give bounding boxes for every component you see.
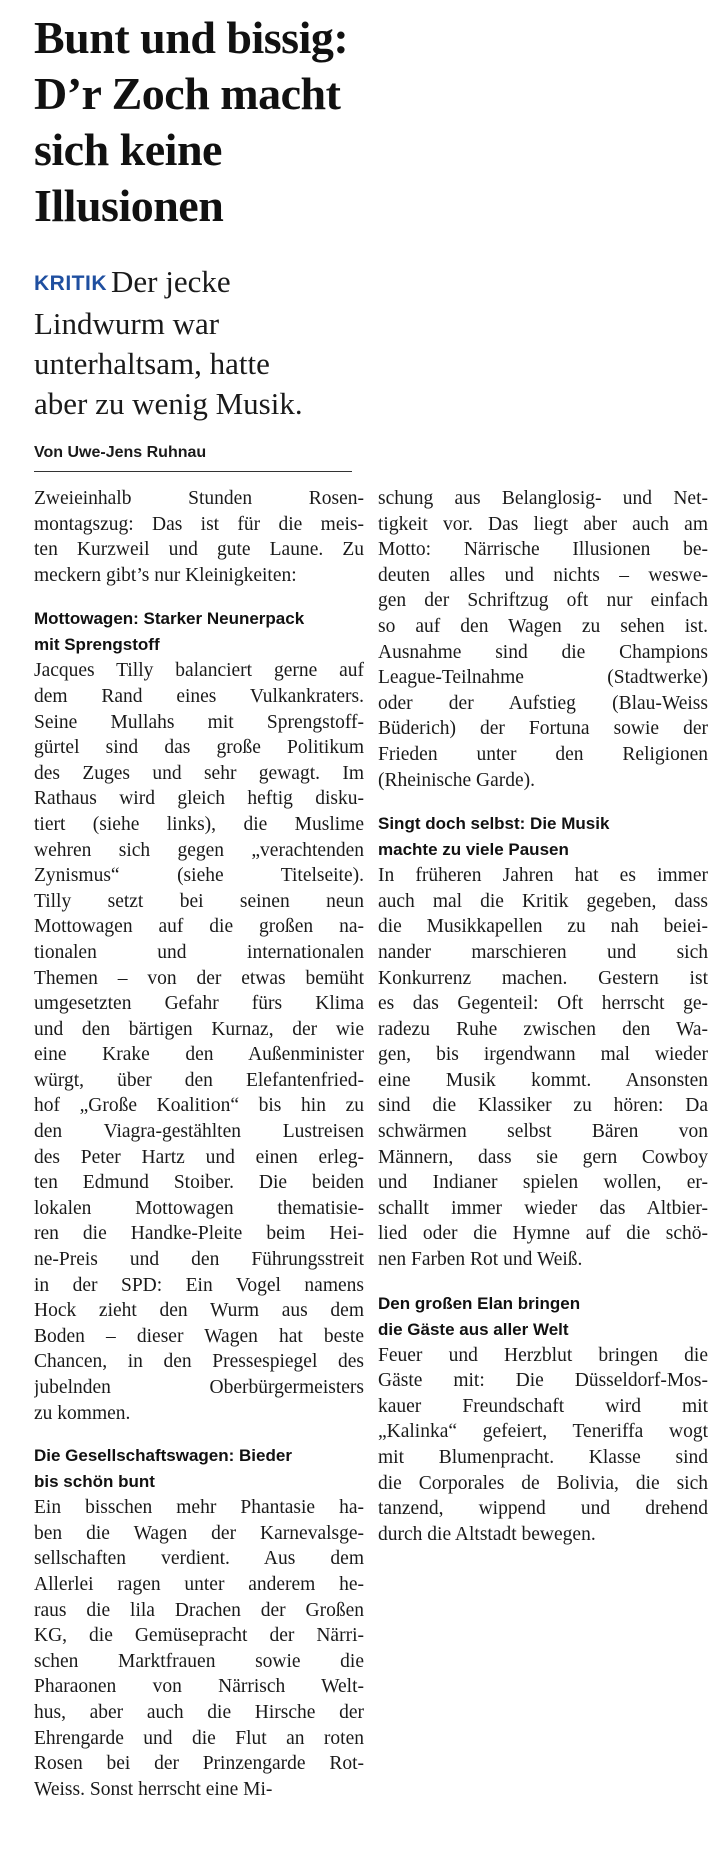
text-line: Büderich) der Fortuna sowie der xyxy=(378,718,708,740)
text-line: eine Musik kommt. Ansonsten xyxy=(378,1069,708,1091)
headline xyxy=(34,10,364,234)
headline-line: Bunt und bissig: xyxy=(34,12,349,63)
text-line: ben die Wagen der Karnevalsge- xyxy=(34,1522,364,1544)
paragraph-musik xyxy=(378,863,708,1273)
text-line: Feuer und Herzblut bringen die xyxy=(378,1344,708,1366)
text-line: auch mal die Kritik gegeben, dass xyxy=(378,890,708,912)
column-right xyxy=(378,486,708,1547)
text-line: Tilly setzt bei seinen neun xyxy=(34,890,364,912)
text-line: Zynismus“ (siehe Titelseite). xyxy=(34,865,364,887)
text-line: nen Farben Rot und Weiß. xyxy=(378,1249,583,1271)
text-line: schwärmen selbst Bären von xyxy=(378,1121,708,1143)
text-line: Zweieinhalb Stunden Rosen- xyxy=(34,488,364,509)
text-line: Ehrengarde und die Flut an roten xyxy=(34,1727,364,1749)
text-line: sind die Klassiker zu hören: Da xyxy=(378,1095,708,1117)
text-line: Frieden unter den Religionen xyxy=(378,743,708,765)
text-line: (Rheinische Garde). xyxy=(378,769,536,791)
text-line: hus, aber auch die Hirsche der xyxy=(34,1701,364,1723)
text-line: Themen – von der etwas bemüht xyxy=(34,967,364,989)
text-line: gen der Schriftzug oft nur einfach xyxy=(378,590,708,612)
teaser-line: unterhaltsam, hatte xyxy=(34,346,270,381)
text-line: des Zuges und sehr gewagt. Im xyxy=(34,762,364,784)
text-line: tionalen und internationalen xyxy=(34,941,364,963)
subheading-elan-2: die Gäste aus aller Welt xyxy=(378,1319,569,1339)
text-line: nander marschieren und sich xyxy=(378,941,708,963)
subheading-mottowagen-1: Mottowagen: Starker Neunerpack xyxy=(34,609,305,629)
column-left xyxy=(34,486,364,1802)
kicker-label: KRITIK xyxy=(34,272,107,295)
text-line: Ausnahme sind die Champions xyxy=(378,641,708,663)
text-line: jubelnden Oberbürgermeisters xyxy=(34,1377,364,1398)
text-line: Jacques Tilly balanciert gerne auf xyxy=(34,660,364,682)
headline-line: Illusionen xyxy=(34,180,224,231)
subheading-musik-2: machte zu viele Pausen xyxy=(378,840,569,860)
text-line: kauer Freundschaft wird mit xyxy=(378,1395,708,1417)
text-line: radezu Ruhe zwischen den Wa- xyxy=(378,1018,708,1040)
text-line: schung aus Belanglosig- und Net- xyxy=(378,488,708,509)
text-line: Weiss. Sonst herrscht eine Mi- xyxy=(34,1778,273,1800)
byline: Von Uwe-Jens Ruhnau xyxy=(34,444,207,461)
text-line: wehren sich gegen „verachtenden xyxy=(34,839,364,861)
text-line: Rathaus wird gleich heftig disku- xyxy=(34,788,364,810)
text-line: durch die Altstadt bewegen. xyxy=(378,1523,596,1545)
teaser-line: aber zu wenig Musik. xyxy=(34,386,303,421)
text-line: schallt immer wieder das Altbier- xyxy=(378,1197,708,1219)
text-line: ten Kurzweil und gute Laune. Zu xyxy=(34,539,364,561)
text-line: eine Krake den Außenminister xyxy=(34,1044,364,1066)
text-line: lied oder die Hymne auf die schö- xyxy=(378,1223,708,1245)
text-line: sellschaften verdient. Aus dem xyxy=(34,1548,364,1570)
subheading-gesellschaftswagen-1: Die Gesellschaftswagen: Bieder xyxy=(34,1446,292,1466)
text-line: es das Gegenteil: Oft herrscht ge- xyxy=(378,993,708,1015)
text-line: montagszug: Das ist für die meis- xyxy=(34,513,364,535)
text-line: hof „Große Koalition“ bis hin zu xyxy=(34,1095,364,1117)
text-line: KG, die Gemüsepracht der Närri- xyxy=(34,1625,364,1647)
headline-line: sich keine xyxy=(34,124,222,175)
text-line: Motto: Närrische Illusionen be- xyxy=(378,539,708,561)
subheading-gesellschaftswagen-2: bis schön bunt xyxy=(34,1472,155,1492)
text-line: Gäste mit: Die Düsseldorf-Mos- xyxy=(378,1370,708,1392)
paragraph-mottowagen xyxy=(34,658,364,1426)
text-line: die Musikkapellen zu nah beiei- xyxy=(378,916,708,938)
text-line: und Indianer spielen wollen, er- xyxy=(378,1172,708,1194)
headline-line: D’r Zoch macht xyxy=(34,68,341,119)
text-line: Chancen, in den Pressespiegel des xyxy=(34,1351,364,1373)
text-line: Rosen bei der Prinzengarde Rot- xyxy=(34,1753,364,1775)
text-line: Hock zieht den Wurm aus dem xyxy=(34,1300,364,1322)
text-line: den Viagra-gestählten Lustreisen xyxy=(34,1121,364,1143)
text-line: und den bärtigen Kurnaz, der wie xyxy=(34,1018,364,1040)
text-line: würgt, über den Elefantenfried- xyxy=(34,1069,364,1091)
byline-rule xyxy=(34,471,352,472)
text-line: oder der Aufstieg (Blau-Weiss xyxy=(378,692,708,714)
text-line: mit Blumenpracht. Klasse sind xyxy=(378,1447,708,1468)
teaser xyxy=(34,262,354,424)
text-line: schen Marktfrauen sowie die xyxy=(34,1650,364,1672)
subheading-mottowagen-2: mit Sprengstoff xyxy=(34,635,160,655)
text-line: deuten alles und nichts – weswe- xyxy=(378,564,708,586)
text-line: raus die lila Drachen der Großen xyxy=(34,1599,364,1621)
text-line: meckern gibt’s nur Kleinigkeiten: xyxy=(34,564,297,586)
subheading-elan-1: Den großen Elan bringen xyxy=(378,1293,581,1313)
subheading-musik-1: Singt doch selbst: Die Musik xyxy=(378,814,610,834)
text-line: ten Edmund Stoiber. Die beiden xyxy=(34,1172,364,1194)
text-line: Pharaonen von Närrisch Welt- xyxy=(34,1676,364,1698)
text-line: Allerlei ragen unter anderem he- xyxy=(34,1573,364,1595)
text-line: tigkeit vor. Das liegt aber auch am xyxy=(378,513,708,535)
text-line: League-Teilnahme (Stadtwerke) xyxy=(378,667,708,689)
text-line: so auf den Wagen zu sehen ist. xyxy=(378,615,708,637)
text-line: umgesetzten Gefahr fürs Klima xyxy=(34,993,364,1015)
text-line: tiert (siehe links), die Muslime xyxy=(34,813,364,835)
text-line: ne-Preis und den Führungsstreit xyxy=(34,1249,364,1271)
text-line: Mottowagen auf die großen na- xyxy=(34,916,364,938)
text-line: gen, bis irgendwann mal wieder xyxy=(378,1044,708,1066)
text-line: Ein bisschen mehr Phantasie ha- xyxy=(34,1497,364,1519)
teaser-line: Lindwurm war xyxy=(34,306,220,341)
text-line: In früheren Jahren hat es immer xyxy=(378,865,708,887)
text-line: Konkurrenz machen. Gestern ist xyxy=(378,967,708,989)
text-line: „Kalinka“ gefeiert, Teneriffa wogt xyxy=(378,1421,708,1443)
text-line: in der SPD: Ein Vogel namens xyxy=(34,1274,364,1296)
paragraph-gesellschaftswagen xyxy=(34,1495,364,1802)
teaser-text: Der jecke xyxy=(111,264,231,299)
text-line: lokalen Mottowagen thematisie- xyxy=(34,1197,364,1219)
text-line: dem Rand eines Vulkankraters. xyxy=(34,685,364,707)
text-line: Männern, dass sie gern Cowboy xyxy=(378,1146,708,1168)
text-line: zu kommen. xyxy=(34,1402,131,1424)
text-line: die Corporales de Bolivia, die sich xyxy=(378,1472,708,1494)
teaser-line xyxy=(34,262,354,304)
paragraph-elan xyxy=(378,1343,708,1548)
text-line: des Peter Hartz und einen erleg- xyxy=(34,1146,364,1168)
intro-paragraph xyxy=(34,486,364,588)
text-line: gürtel sind das große Politikum xyxy=(34,737,364,759)
text-line: Boden – dieser Wagen hat beste xyxy=(34,1325,364,1347)
text-line: tanzend, wippend und drehend xyxy=(378,1498,708,1520)
paragraph-continued xyxy=(378,486,708,793)
text-line: Seine Mullahs mit Sprengstoff- xyxy=(34,711,364,733)
text-line: ren die Handke-Pleite beim Hei- xyxy=(34,1223,364,1245)
